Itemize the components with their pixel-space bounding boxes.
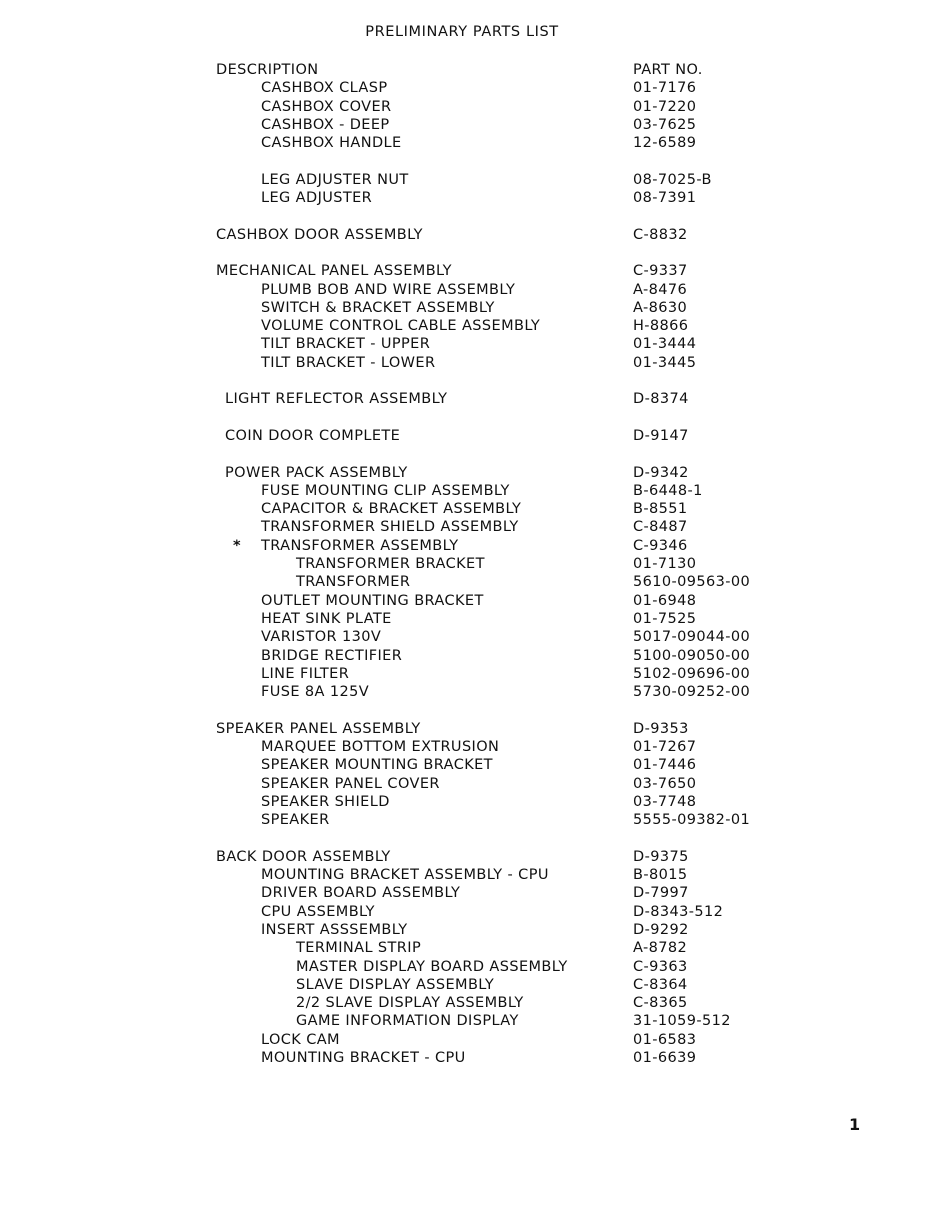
part-row bbox=[0, 994, 936, 1012]
part-number: 12-6589 bbox=[633, 135, 697, 152]
part-number: C-9363 bbox=[633, 958, 688, 975]
part-number: C-9346 bbox=[633, 537, 688, 554]
part-row bbox=[0, 299, 936, 317]
part-description: SWITCH & BRACKET ASSEMBLY bbox=[261, 299, 495, 316]
part-row bbox=[0, 848, 936, 866]
part-description: CASHBOX COVER bbox=[261, 98, 392, 115]
part-row bbox=[0, 171, 936, 189]
part-number: 01-6948 bbox=[633, 592, 697, 609]
part-description: LEG ADJUSTER bbox=[261, 190, 373, 207]
part-row bbox=[0, 573, 936, 591]
part-row bbox=[0, 500, 936, 518]
page-number: 1 bbox=[849, 1115, 861, 1134]
part-number: B-8551 bbox=[633, 501, 688, 518]
part-description: MOUNTING BRACKET ASSEMBLY - CPU bbox=[261, 867, 549, 884]
part-description: LEG ADJUSTER NUT bbox=[261, 171, 409, 188]
part-description: TRANSFORMER SHIELD ASSEMBLY bbox=[261, 519, 519, 536]
part-description: LINE FILTER bbox=[261, 665, 350, 682]
header-row bbox=[0, 61, 936, 79]
part-description: BACK DOOR ASSEMBLY bbox=[216, 848, 391, 865]
part-description: SLAVE DISPLAY ASSEMBLY bbox=[296, 976, 495, 993]
part-description: LOCK CAM bbox=[261, 1031, 340, 1048]
part-number: 03-7650 bbox=[633, 775, 697, 792]
part-description: PLUMB BOB AND WIRE ASSEMBLY bbox=[261, 281, 516, 298]
part-number: 08-7025-B bbox=[633, 171, 712, 188]
part-description: GAME INFORMATION DISPLAY bbox=[296, 1013, 519, 1030]
asterisk-marker: * bbox=[233, 537, 241, 554]
part-no-column-header: PART NO. bbox=[633, 62, 703, 78]
part-number: D-9375 bbox=[633, 848, 689, 865]
part-row bbox=[0, 738, 936, 756]
part-number: C-8365 bbox=[633, 995, 688, 1012]
part-number: 01-6583 bbox=[633, 1031, 697, 1048]
part-row bbox=[0, 518, 936, 536]
part-row bbox=[0, 720, 936, 738]
part-number: 31-1059-512 bbox=[633, 1013, 731, 1030]
part-description: SPEAKER bbox=[261, 812, 330, 829]
part-description: CAPACITOR & BRACKET ASSEMBLY bbox=[261, 501, 522, 518]
part-description: CASHBOX - DEEP bbox=[261, 116, 390, 133]
part-number: 5610-09563-00 bbox=[633, 574, 751, 591]
part-number: D-7997 bbox=[633, 885, 689, 902]
part-number: C-8832 bbox=[633, 226, 688, 243]
part-row bbox=[0, 189, 936, 207]
part-row bbox=[0, 939, 936, 957]
part-row bbox=[0, 226, 936, 244]
part-number: 03-7748 bbox=[633, 793, 697, 810]
part-row bbox=[0, 427, 936, 445]
part-description: SPEAKER PANEL COVER bbox=[261, 775, 440, 792]
part-number: H-8866 bbox=[633, 318, 689, 335]
part-row bbox=[0, 317, 936, 335]
parts-list bbox=[0, 61, 936, 1067]
part-row bbox=[0, 555, 936, 573]
part-number: A-8782 bbox=[633, 940, 688, 957]
part-row bbox=[0, 647, 936, 665]
part-description: CASHBOX CLASP bbox=[261, 80, 388, 97]
part-row bbox=[0, 921, 936, 939]
part-row bbox=[0, 482, 936, 500]
part-row bbox=[0, 79, 936, 97]
part-description: DRIVER BOARD ASSEMBLY bbox=[261, 885, 461, 902]
part-number: 5555-09382-01 bbox=[633, 812, 751, 829]
page-title: PRELIMINARY PARTS LIST bbox=[365, 24, 559, 40]
part-row bbox=[0, 683, 936, 701]
part-row bbox=[0, 464, 936, 482]
part-description: MECHANICAL PANEL ASSEMBLY bbox=[216, 263, 452, 280]
part-row bbox=[0, 866, 936, 884]
part-number: C-9337 bbox=[633, 263, 688, 280]
part-description: CASHBOX HANDLE bbox=[261, 135, 402, 152]
part-number: A-8630 bbox=[633, 299, 688, 316]
part-row bbox=[0, 98, 936, 116]
part-row bbox=[0, 1049, 936, 1067]
part-row bbox=[0, 811, 936, 829]
part-row bbox=[0, 976, 936, 994]
part-description: SPEAKER PANEL ASSEMBLY bbox=[216, 720, 421, 737]
part-number: 03-7625 bbox=[633, 116, 697, 133]
part-description: VOLUME CONTROL CABLE ASSEMBLY bbox=[261, 318, 541, 335]
part-number: 5100-09050-00 bbox=[633, 647, 751, 664]
part-description: 2/2 SLAVE DISPLAY ASSEMBLY bbox=[296, 995, 524, 1012]
part-row bbox=[0, 884, 936, 902]
part-row bbox=[0, 665, 936, 683]
description-column-header: DESCRIPTION bbox=[216, 62, 319, 78]
part-description: SPEAKER SHIELD bbox=[261, 793, 390, 810]
part-number: C-8364 bbox=[633, 976, 688, 993]
part-number: D-9353 bbox=[633, 720, 689, 737]
part-number: B-8015 bbox=[633, 867, 688, 884]
part-description: TERMINAL STRIP bbox=[296, 940, 422, 957]
part-number: 5017-09044-00 bbox=[633, 629, 751, 646]
part-number: 01-3445 bbox=[633, 354, 697, 371]
part-description: CASHBOX DOOR ASSEMBLY bbox=[216, 226, 423, 243]
part-description: TRANSFORMER BRACKET bbox=[296, 556, 485, 573]
part-number: 08-7391 bbox=[633, 190, 697, 207]
part-description: TRANSFORMER ASSEMBLY bbox=[261, 537, 459, 554]
part-row bbox=[0, 390, 936, 408]
part-description: TRANSFORMER bbox=[296, 574, 411, 591]
part-row bbox=[0, 610, 936, 628]
part-row bbox=[0, 756, 936, 774]
part-number: 5730-09252-00 bbox=[633, 684, 751, 701]
part-row bbox=[0, 335, 936, 353]
part-row bbox=[0, 903, 936, 921]
part-description: CPU ASSEMBLY bbox=[261, 903, 375, 920]
part-number: D-9147 bbox=[633, 427, 689, 444]
part-description: MARQUEE BOTTOM EXTRUSION bbox=[261, 738, 500, 755]
part-row bbox=[0, 1031, 936, 1049]
part-row bbox=[0, 281, 936, 299]
part-description: BRIDGE RECTIFIER bbox=[261, 647, 403, 664]
part-row bbox=[0, 958, 936, 976]
part-number: 01-3444 bbox=[633, 336, 697, 353]
part-description: VARISTOR 130V bbox=[261, 629, 382, 646]
part-row bbox=[0, 793, 936, 811]
part-description: TILT BRACKET - UPPER bbox=[261, 336, 431, 353]
part-description: OUTLET MOUNTING BRACKET bbox=[261, 592, 484, 609]
part-description: LIGHT REFLECTOR ASSEMBLY bbox=[225, 391, 448, 408]
part-number: 01-7220 bbox=[633, 98, 697, 115]
part-number: B-6448-1 bbox=[633, 482, 703, 499]
part-number: 01-7130 bbox=[633, 556, 697, 573]
part-row bbox=[0, 354, 936, 372]
part-number: 01-7267 bbox=[633, 738, 697, 755]
part-number: 01-7176 bbox=[633, 80, 697, 97]
part-row bbox=[0, 116, 936, 134]
part-number: 5102-09696-00 bbox=[633, 665, 751, 682]
part-number: C-8487 bbox=[633, 519, 688, 536]
part-row bbox=[0, 134, 936, 152]
part-description: HEAT SINK PLATE bbox=[261, 610, 392, 627]
part-row bbox=[0, 592, 936, 610]
part-number: D-9342 bbox=[633, 464, 689, 481]
part-description: TILT BRACKET - LOWER bbox=[261, 354, 436, 371]
part-number: 01-6639 bbox=[633, 1050, 697, 1067]
part-row bbox=[0, 262, 936, 280]
part-description: FUSE MOUNTING CLIP ASSEMBLY bbox=[261, 482, 510, 499]
part-row bbox=[0, 1012, 936, 1030]
part-description: INSERT ASSSEMBLY bbox=[261, 921, 408, 938]
part-number: D-8343-512 bbox=[633, 903, 724, 920]
part-description: MOUNTING BRACKET - CPU bbox=[261, 1050, 466, 1067]
part-description: POWER PACK ASSEMBLY bbox=[225, 464, 408, 481]
part-number: 01-7525 bbox=[633, 610, 697, 627]
part-row bbox=[0, 537, 936, 555]
part-description: COIN DOOR COMPLETE bbox=[225, 427, 401, 444]
part-row bbox=[0, 775, 936, 793]
part-description: MASTER DISPLAY BOARD ASSEMBLY bbox=[296, 958, 568, 975]
part-row bbox=[0, 628, 936, 646]
part-number: D-9292 bbox=[633, 921, 689, 938]
part-number: 01-7446 bbox=[633, 757, 697, 774]
part-number: A-8476 bbox=[633, 281, 688, 298]
part-description: FUSE 8A 125V bbox=[261, 684, 370, 701]
part-description: SPEAKER MOUNTING BRACKET bbox=[261, 757, 493, 774]
part-number: D-8374 bbox=[633, 391, 689, 408]
